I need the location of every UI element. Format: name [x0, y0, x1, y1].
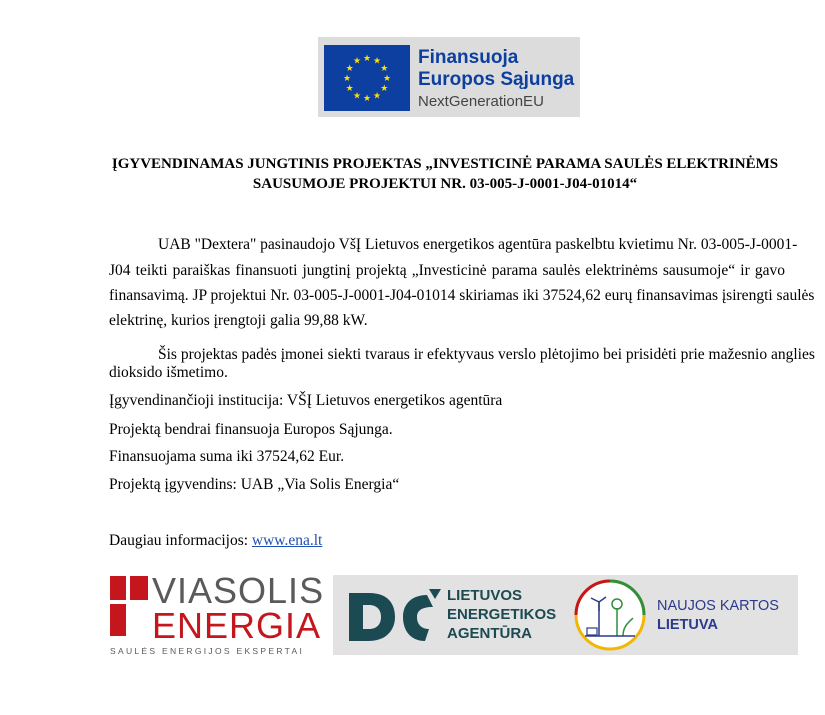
eu-logo-line2: Europos Sąjunga [418, 69, 575, 90]
paragraph1-line1: UAB "Dextera" pasinaudojo VšĮ Lietuvos energetikos agentūra paskelbtu kvietimu Nr. 03-005-J-0001- [158, 236, 798, 253]
paragraph1-line2: J04 teikti paraiškas finansuoti jungtinį projektą „Investicinė parama saulės elektrinėms sausumoje“ ir gavo [109, 262, 785, 279]
eu-star-icon: ★ [382, 73, 392, 83]
eu-flag-icon [324, 45, 410, 111]
ena-link[interactable]: www.ena.lt [251, 532, 323, 549]
naujos-line1: NAUJOS KARTOS [657, 598, 779, 614]
more-info [109, 532, 322, 550]
title-line2: SAUSUMOJE PROJEKTUI NR. 03-005-J-0001-J04-01014“ [252, 176, 638, 192]
lea-mark-icon [345, 587, 443, 645]
naujos-kartos-emblem-icon [573, 578, 647, 652]
project-implementer: Projektą įgyvendins: UAB „Via Solis Energia“ [109, 476, 400, 493]
eu-star-icon: ★ [380, 83, 389, 93]
eu-star-icon: ★ [362, 53, 372, 63]
eu-star-icon: ★ [352, 55, 362, 66]
page-title [105, 154, 785, 194]
paragraph1-line4: elektrinę, kurios įrengtoji galia 99,88 kW. [109, 312, 368, 329]
viasolis-logo [108, 570, 333, 658]
eu-star-icon: ★ [372, 55, 382, 66]
paragraph2-line1: Šis projektas padės įmonei siekti tvaraus ir efektyvaus verslo plėtojimo bei prisidėti prie mažesnio anglies [158, 346, 815, 363]
viasolis-tagline: SAULĖS ENERGIJOS EKSPERTAI [110, 646, 305, 656]
eu-funding-logo [318, 37, 580, 117]
viasolis-line1: VIASOLIS [152, 570, 325, 611]
viasolis-line2: ENERGIA [152, 605, 322, 646]
naujos-kartos-text [657, 597, 779, 635]
partner-logos [333, 575, 798, 655]
eu-star-icon: ★ [362, 93, 372, 103]
naujos-line2: LIETUVA [657, 617, 718, 633]
eu-star-icon: ★ [380, 63, 389, 73]
viasolis-mark-icon [110, 576, 148, 636]
funding-amount: Finansuojama suma iki 37524,62 Eur. [109, 448, 345, 465]
eu-logo-line3: NextGenerationEU [418, 93, 544, 110]
eu-star-icon: ★ [352, 90, 362, 101]
paragraph1-line3: finansavimą. JP projektui Nr. 03-005-J-0001-J04-01014 skiriamas iki 37524,62 eurų finansavimas įsirengti saulės [109, 287, 815, 304]
eu-star-icon: ★ [372, 90, 382, 101]
lea-line1: LIETUVOS [447, 587, 523, 604]
lea-logo-text [447, 586, 556, 643]
lea-line2: ENERGETIKOS [447, 606, 557, 623]
eu-star-icon: ★ [345, 63, 354, 73]
title-line1: ĮGYVENDINAMAS JUNGTINIS PROJEKTAS „INVESTICINĖ PARAMA SAULĖS ELEKTRINĖMS [111, 156, 779, 172]
lea-line3: AGENTŪRA [447, 625, 532, 642]
paragraph2-line2: dioksido išmetimo. [109, 364, 228, 381]
more-info-label: Daugiau informacijos: [109, 532, 252, 549]
cofinance-text: Projektą bendrai finansuoja Europos Sąjunga. [109, 421, 393, 438]
eu-star-icon: ★ [342, 73, 352, 83]
eu-logo-line1: Finansuoja [418, 47, 519, 68]
implementing-institution: Įgyvendinančioji institucija: VŠĮ Lietuvos energetikos agentūra [109, 392, 503, 409]
eu-star-icon: ★ [345, 83, 354, 93]
